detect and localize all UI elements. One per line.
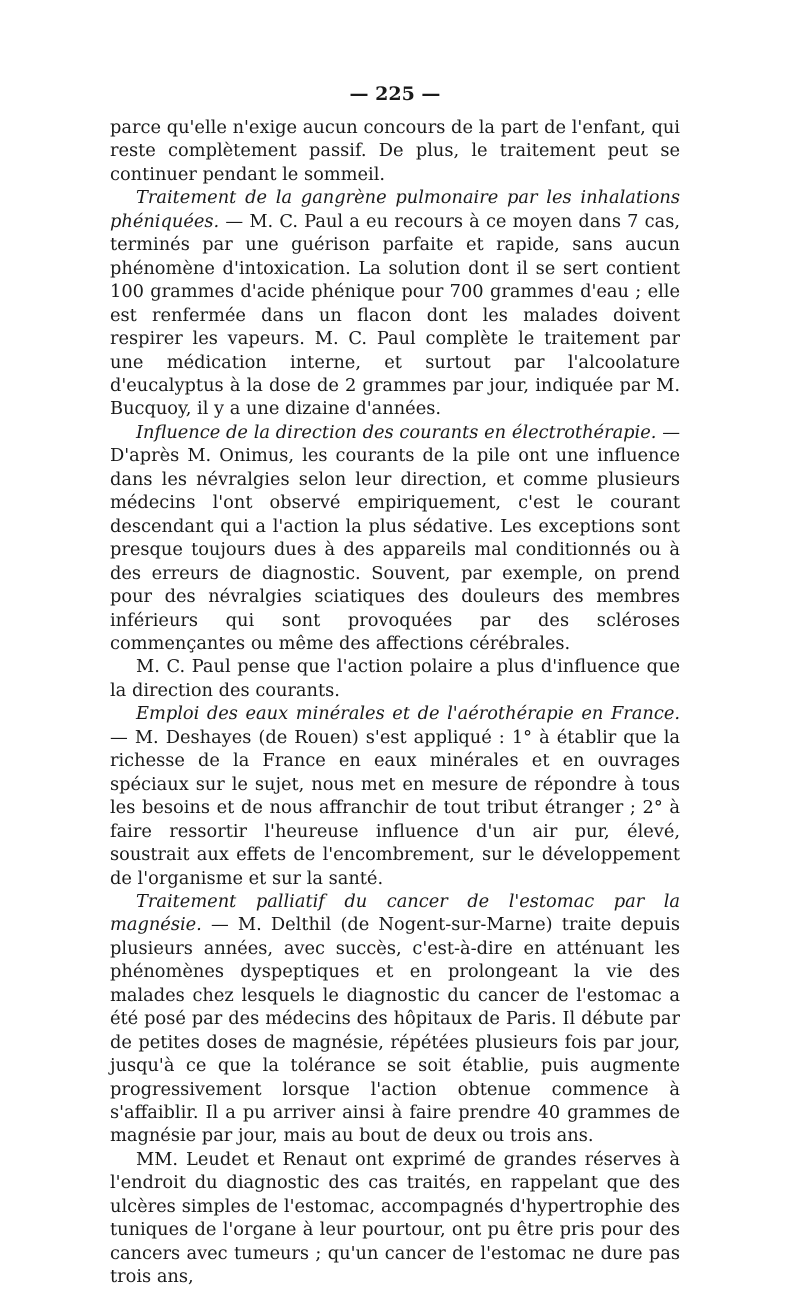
paragraph-text: — M. Deshayes (de Rouen) s'est appliqué : 1° à établir que la richesse de la France en eaux minérales et en ouvrages spéciaux sur le sujet, nous met en mesure de répondre à tous les besoins et de nous affranchir de tout tribut étranger ; 2° à faire ressortir l'heureuse influence d'un air pur, élevé, soustrait aux effets de l'encombrement, sur le développement de l'organisme et sur la santé. (110, 726, 680, 889)
paragraph-text: — D'après M. Onimus, les courants de la pile ont une influence dans les névralgies selon leur direction, et comme plusieurs médecins l'ont observé empiriquement, c'est le courant descendant qui a l'action la plus sédative. Les exceptions sont presque toujours dues à des appareils mal conditionnés ou à des erreurs de diagnostic. Souvent, par exemple, on prend pour des névralgies sciatiques des douleurs des membres inférieurs qui sont provoquées par des scléroses commençantes ou même des affections cérébrales. (110, 421, 681, 654)
paragraph-mineral-waters (110, 702, 680, 890)
book-page (110, 82, 680, 1289)
paragraph-text: — M. Delthil (de Nogent-sur-Marne) traite depuis plusieurs années, avec succès, c'est-à-dire en atténuant les phénomènes dyspeptiques et en prolongeant la vie des malades chez lesquels le diagnostic du cancer de l'estomac a été posé par des médecins des hôpitaux de Paris. Il débute par de petites doses de magnésie, répétées plusieurs fois par jour, jusqu'à ce que la tolérance se soit établie, puis augmente progressivement lorsque l'action obtenue commence à s'affaiblir. Il a pu arriver ainsi à faire prendre 40 grammes de magnésie par jour, mais au bout de deux ou trois ans. (110, 914, 680, 1147)
section-title: Traitement palliatif du cancer de l'estomac par la magnésie. (110, 890, 680, 936)
paragraph-electrotherapy (110, 421, 680, 656)
paragraph-stomach-cancer (110, 890, 680, 1148)
section-title: Influence de la direction des courants en électrothérapie. (136, 421, 657, 443)
paragraph-text: — M. C. Paul a eu recours à ce moyen dans 7 cas, terminés par une guérison parfaite et rapide, sans aucun phénomène d'intoxication. La solution dont il se sert contient 100 grammes d'acide phénique pour 700 grammes d'eau ; elle est renfermée dans un flacon dont les malades doivent respirer les vapeurs. M. C. Paul complète le traitement par une médication interne, et surtout par l'alcoolature d'eucalyptus à la dose de 2 grammes par jour, indiquée par M. Bucquoy, il y a une dizaine d'années. (110, 210, 680, 420)
section-title: Traitement de la gangrène pulmonaire par les inhalations phéniquées. (110, 187, 680, 232)
paragraph-continuation (110, 116, 680, 186)
paragraph-c-paul (110, 655, 680, 702)
paragraph-gangrene (110, 186, 680, 421)
section-title: Emploi des eaux minérales et de l'aérothérapie en France. (136, 703, 680, 725)
page-number: — 225 — (349, 83, 441, 105)
paragraph-text: parce qu'elle n'exige aucun concours de la part de l'enfant, qui reste complètement passif. De plus, le traitement peut se continuer pendant le sommeil. (110, 117, 680, 185)
paragraph-text: M. C. Paul pense que l'action polaire a plus d'influence que la direction des courants. (110, 656, 680, 701)
paragraph-text: MM. Leudet et Renaut ont exprimé de grandes réserves à l'endroit du diagnostic des cas traités, en rappelant que des ulcères simples de l'estomac, accompagnés d'hypertrophie des tuniques de l'organe à leur pourtour, ont pu être pris pour des cancers avec tumeurs ; qu'un cancer de l'estomac ne dure pas trois ans, (110, 1148, 680, 1288)
paragraph-leudet-renaut (110, 1148, 680, 1289)
